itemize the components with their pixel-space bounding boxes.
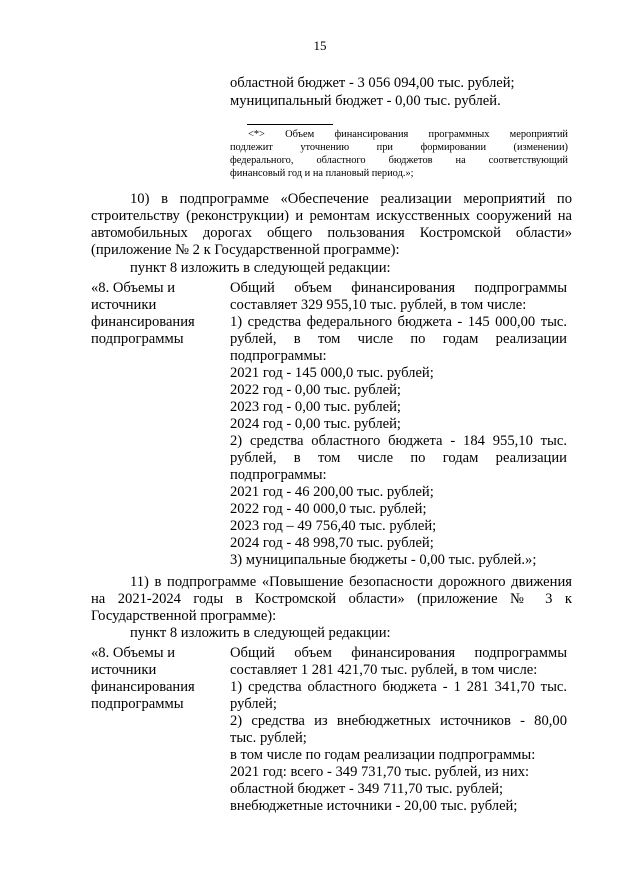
value-line: рублей; [230, 696, 277, 712]
value-line: 1) средства областного бюджета - 1 281 341,70 тыс. [230, 679, 567, 695]
budget-line-regional: областной бюджет - 3 056 094,00 тыс. рублей; [230, 75, 515, 91]
value-line: 2023 год - 0,00 тыс. рублей; [230, 399, 401, 415]
item-11-value [230, 645, 567, 815]
label-line: финансирования [91, 314, 195, 330]
label-line: подпрограммы [91, 696, 184, 712]
item-10-value [230, 280, 567, 569]
value-line: 2022 год - 0,00 тыс. рублей; [230, 382, 401, 398]
footnote-separator [247, 124, 333, 125]
item-10-line: автомобильных дорогах общего пользования Костромской области» [91, 225, 572, 241]
item-10-line: (приложение № 2 к Государственной программе): [91, 242, 400, 258]
item-11-instruction: пункт 8 изложить в следующей редакции: [130, 625, 391, 641]
label-line: источники [91, 297, 157, 313]
label-line: «8. Объемы и [91, 280, 176, 296]
label-line: «8. Объемы и [91, 645, 176, 661]
item-10-label [91, 280, 221, 348]
value-line: 2024 год - 0,00 тыс. рублей; [230, 416, 401, 432]
label-line: финансирования [91, 679, 195, 695]
page-number: 15 [313, 38, 327, 53]
label-line: источники [91, 662, 157, 678]
value-line: рублей, в том числе по годам реализации [230, 331, 567, 347]
value-line: рублей, в том числе по годам реализации [230, 450, 567, 466]
label-line: подпрограммы [91, 331, 184, 347]
footnote [230, 128, 568, 180]
item-11-line: на 2021-2024 годы в Костромской области» (приложение № 3 к [91, 591, 572, 607]
budget-line-municipal: муниципальный бюджет - 0,00 тыс. рублей. [230, 93, 501, 109]
value-line: 2022 год - 40 000,0 тыс. рублей; [230, 501, 427, 517]
value-line: Общий объем финансирования подпрограммы [230, 645, 567, 661]
value-line: 2024 год - 48 998,70 тыс. рублей; [230, 535, 434, 551]
value-line: 3) муниципальные бюджеты - 0,00 тыс. рублей.»; [230, 552, 537, 568]
value-line: 2) средства из внебюджетных источников - 80,00 [230, 713, 567, 729]
value-line: подпрограммы: [230, 467, 327, 483]
value-line: 2021 год - 145 000,0 тыс. рублей; [230, 365, 434, 381]
item-11-label [91, 645, 221, 713]
item-11-line: Государственной программе): [91, 608, 277, 624]
value-line: тыс. рублей; [230, 730, 307, 746]
value-line: составляет 329 955,10 тыс. рублей, в том числе: [230, 297, 527, 313]
footnote-line: федерального, областного бюджетов на соответствующий [230, 155, 568, 166]
value-line: 2021 год - 46 200,00 тыс. рублей; [230, 484, 434, 500]
footnote-line: подлежит уточнению при формировании (изменении) [230, 142, 568, 153]
value-line: 2) средства областного бюджета - 184 955,10 тыс. [230, 433, 567, 449]
value-line: подпрограммы: [230, 348, 327, 364]
footnote-line: <*> Объем финансирования программных мероприятий [248, 129, 568, 140]
item-10-line: 10) в подпрограмме «Обеспечение реализации мероприятий по [130, 191, 572, 207]
value-line: 1) средства федерального бюджета - 145 000,00 тыс. [230, 314, 567, 330]
value-line: Общий объем финансирования подпрограммы [230, 280, 567, 296]
value-line: составляет 1 281 421,70 тыс. рублей, в том числе: [230, 662, 538, 678]
value-line: 2023 год – 49 756,40 тыс. рублей; [230, 518, 437, 534]
footnote-line: финансовый год и на плановый период.»; [230, 168, 414, 179]
value-line: 2021 год: всего - 349 731,70 тыс. рублей, из них: [230, 764, 530, 780]
value-line: областной бюджет - 349 711,70 тыс. рублей; [230, 781, 504, 797]
item-10-instruction: пункт 8 изложить в следующей редакции: [130, 260, 391, 276]
value-line: в том числе по годам реализации подпрограммы: [230, 747, 536, 763]
item-10-line: строительству (реконструкции) и ремонтам искусственных сооружений на [91, 208, 572, 224]
item-11-line: 11) в подпрограмме «Повышение безопасности дорожного движения [130, 574, 572, 590]
value-line: внебюджетные источники - 20,00 тыс. рублей; [230, 798, 518, 814]
